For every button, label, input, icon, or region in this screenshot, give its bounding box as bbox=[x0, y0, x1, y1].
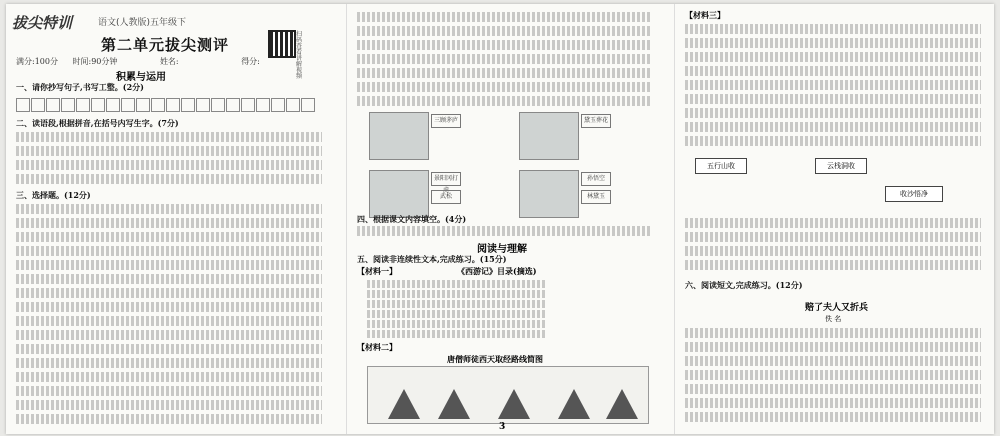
text-line bbox=[685, 218, 981, 228]
text-line bbox=[16, 358, 322, 368]
page-number: 3 bbox=[499, 422, 506, 432]
story-author: 佚 名 bbox=[825, 315, 842, 323]
text-line bbox=[685, 66, 981, 76]
column-3 bbox=[674, 4, 994, 434]
exam-sheet bbox=[6, 4, 994, 434]
pic-label: 黛玉葬花 bbox=[581, 114, 611, 128]
toc-line bbox=[367, 330, 547, 338]
text-line bbox=[16, 372, 322, 382]
subject-line: 语文(人教版)五年级下 bbox=[98, 18, 187, 28]
material-1-label: 【材料一】 bbox=[357, 266, 397, 276]
toc-line bbox=[367, 320, 547, 328]
text-line bbox=[357, 96, 651, 106]
route-map bbox=[367, 366, 649, 424]
text-line bbox=[685, 24, 981, 34]
text-line bbox=[16, 132, 322, 142]
text-line bbox=[685, 398, 981, 408]
qr-note: 扫码查看讲解视频 bbox=[296, 31, 303, 80]
text-line bbox=[357, 226, 651, 236]
story-diagram bbox=[685, 154, 975, 214]
exam-meta bbox=[16, 56, 260, 67]
text-line bbox=[685, 412, 981, 422]
text-line bbox=[685, 328, 981, 338]
text-line bbox=[16, 218, 322, 228]
text-line bbox=[357, 40, 651, 50]
section-heading: 积累与运用 bbox=[116, 72, 166, 83]
illustration bbox=[519, 170, 579, 218]
text-line bbox=[685, 246, 981, 256]
text-line bbox=[685, 136, 981, 146]
mountain-icon bbox=[558, 389, 590, 419]
pic-label: 三顾茅庐 bbox=[431, 114, 461, 128]
text-line bbox=[16, 344, 322, 354]
toc-line bbox=[367, 280, 547, 288]
illustration bbox=[519, 112, 579, 160]
text-line bbox=[685, 342, 981, 352]
material-2-label: 【材料二】 bbox=[357, 342, 397, 352]
question-5: 五、阅读非连续性文本,完成练习。(15分) bbox=[357, 254, 507, 264]
score-field-label: 得分: bbox=[241, 57, 260, 66]
writing-grid bbox=[16, 98, 316, 112]
text-line bbox=[685, 52, 981, 62]
text-line bbox=[685, 370, 981, 380]
diagram-box: 五行山收 bbox=[695, 158, 747, 174]
question-2: 二、读语段,根据拼音,在括号内写生字。(7分) bbox=[16, 118, 179, 128]
text-line bbox=[16, 414, 322, 424]
column-1 bbox=[6, 4, 336, 434]
diagram-box: 云栈洞收 bbox=[815, 158, 867, 174]
text-line bbox=[16, 232, 322, 242]
column-2 bbox=[346, 4, 665, 434]
text-line bbox=[685, 80, 981, 90]
text-line bbox=[16, 330, 322, 340]
text-line bbox=[16, 288, 322, 298]
story-title: 赔了夫人又折兵 bbox=[805, 303, 869, 313]
text-line bbox=[357, 82, 651, 92]
text-line bbox=[16, 316, 322, 326]
text-line bbox=[685, 94, 981, 104]
text-line bbox=[16, 274, 322, 284]
illustration bbox=[369, 170, 429, 218]
toc-line bbox=[367, 290, 547, 298]
text-line bbox=[16, 302, 322, 312]
text-line bbox=[685, 38, 981, 48]
material-3-label: 【材料三】 bbox=[685, 10, 725, 20]
text-line bbox=[685, 232, 981, 242]
text-line bbox=[16, 204, 322, 214]
text-line bbox=[16, 160, 322, 170]
brand-logo: 拔尖特训 bbox=[12, 14, 73, 32]
text-line bbox=[16, 400, 322, 410]
mountain-icon bbox=[438, 389, 470, 419]
mountain-icon bbox=[388, 389, 420, 419]
text-line bbox=[16, 260, 322, 270]
text-line bbox=[357, 68, 651, 78]
question-3: 三、选择题。(12分) bbox=[16, 190, 91, 200]
picture-matching bbox=[369, 108, 659, 230]
text-line bbox=[357, 12, 651, 22]
text-line bbox=[357, 54, 651, 64]
illustration bbox=[369, 112, 429, 160]
qr-code-icon bbox=[268, 30, 296, 58]
toc-line bbox=[367, 310, 547, 318]
time-label: 时间:90分钟 bbox=[72, 57, 118, 66]
question-6: 六、阅读短文,完成练习。(12分) bbox=[685, 280, 803, 290]
toc-line bbox=[367, 300, 547, 308]
pic-label: 景阳冈打虎 bbox=[431, 172, 461, 186]
text-line bbox=[685, 356, 981, 366]
text-line bbox=[685, 122, 981, 132]
material-1-title: 《西游记》目录(摘选) bbox=[457, 266, 537, 276]
pic-label: 林黛玉 bbox=[581, 190, 611, 204]
text-line bbox=[16, 146, 322, 156]
text-line bbox=[685, 108, 981, 118]
diagram-box: 收沙悟净 bbox=[885, 186, 943, 202]
question-4: 四、根据课文内容填空。(4分) bbox=[357, 214, 467, 224]
pic-label: 孙悟空 bbox=[581, 172, 611, 186]
page-title: 第二单元拔尖测评 bbox=[101, 36, 230, 54]
text-line bbox=[685, 384, 981, 394]
text-line bbox=[16, 246, 322, 256]
score-label: 满分:100分 bbox=[16, 57, 58, 66]
text-line bbox=[16, 386, 322, 396]
reading-heading: 阅读与理解 bbox=[477, 244, 527, 255]
mountain-icon bbox=[498, 389, 530, 419]
text-line bbox=[357, 26, 651, 36]
text-line bbox=[685, 260, 981, 270]
map-title: 唐僧师徒西天取经路线简图 bbox=[447, 354, 543, 364]
question-1: 一、请你抄写句子,书写工整。(2分) bbox=[16, 82, 144, 92]
pic-label: 武松 bbox=[431, 190, 461, 204]
mountain-icon bbox=[606, 389, 638, 419]
text-line bbox=[16, 174, 322, 184]
name-label: 姓名: bbox=[159, 57, 179, 66]
